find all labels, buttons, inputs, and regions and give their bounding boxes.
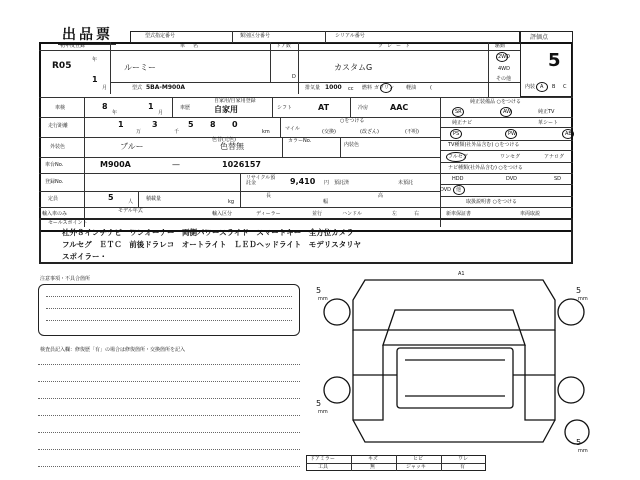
inspector-label: 検査員記入欄：修復歴「有」の場合は修復箇所・交換箇所を記入 — [40, 347, 186, 353]
import-model-year: モデル年式 — [118, 208, 143, 214]
inspector-line — [38, 415, 300, 416]
legend-tools-none: 無 — [370, 464, 376, 470]
inspector-line — [38, 449, 300, 450]
legend-col — [441, 455, 442, 471]
load-label: 積載量 — [146, 196, 162, 202]
interior-label: 内装 — [525, 84, 536, 90]
car-name-label: 車名 — [180, 43, 207, 49]
caution-box — [38, 284, 300, 336]
car-roof — [383, 310, 525, 345]
grade-label: グレード — [378, 43, 415, 49]
chassis-label: 車台No. — [45, 162, 64, 168]
fuel-light: 軽油 — [406, 85, 417, 91]
size-height: 高 — [378, 193, 384, 199]
drive-label: 駆動 — [495, 43, 506, 49]
caution-line — [46, 296, 292, 297]
first-reg-year: R05 — [52, 61, 72, 71]
inspection-year: 8 — [102, 102, 108, 111]
score-value: 5 — [548, 50, 561, 71]
row-line — [440, 140, 573, 141]
capacity-value: 5 — [108, 193, 114, 202]
usage-top-label: 自家用/自家用登録 — [214, 98, 256, 104]
recycle-unpaid: 未預託 — [398, 180, 414, 186]
drive-other: その他 — [496, 76, 512, 82]
navi-mem: 他 — [456, 187, 462, 193]
legend-mirror: ドアミラー — [310, 456, 335, 462]
diagram-top-label: A1 — [458, 271, 465, 277]
fuel-gas: ガソリン — [374, 85, 395, 91]
equip-pw: PW — [508, 131, 516, 137]
row-line — [440, 150, 573, 151]
docs-warranty: 新車保証書 — [446, 211, 472, 217]
size-length: 長 — [266, 193, 272, 199]
ac-label: 冷房 — [358, 105, 369, 111]
first-reg-label: 初年度登録 — [60, 43, 86, 49]
row-line — [440, 207, 573, 208]
displacement-label: 排気量 — [305, 85, 321, 91]
serial-number-label: シリアル番号 — [335, 33, 365, 39]
tread-rl: 5 — [316, 399, 322, 408]
car-diagram — [305, 270, 605, 460]
displacement-unit: cc — [348, 86, 354, 92]
inspection-month: 1 — [148, 102, 154, 111]
tv-analog: アナログ — [544, 154, 565, 160]
meter-mile: マイル — [285, 126, 300, 132]
legend-scratch: キズ — [368, 456, 378, 462]
shift-label: シフト — [277, 105, 293, 111]
divider — [298, 82, 299, 94]
row-line — [39, 157, 440, 158]
wheel-front-left — [324, 299, 350, 325]
drive-2wd: 2WD — [498, 54, 510, 60]
divider — [110, 42, 111, 94]
import-parallel: 並行 — [312, 211, 323, 217]
import-left: 左 — [392, 211, 398, 217]
shift-value: AT — [318, 103, 330, 112]
interior-c: C — [563, 84, 567, 90]
mileage-digit-4: 8 — [210, 120, 216, 129]
legend-tools: 工具 — [318, 464, 329, 470]
equip-leather: 革シート — [538, 120, 559, 126]
meter-exchange: (交換) — [322, 129, 336, 135]
row-line — [440, 196, 573, 197]
mileage-digit-1: 1 — [118, 120, 124, 129]
recycle-status: 預託済 — [334, 180, 350, 186]
car-body-center — [397, 348, 513, 408]
load-unit: kg — [228, 199, 235, 205]
recycle-label: リサイクル預託金 — [246, 175, 276, 186]
capacity-label: 定員 — [48, 196, 59, 202]
spare-wheel — [565, 420, 589, 444]
row-line — [39, 207, 440, 208]
spec-number-label: 型式指定番号 — [145, 33, 176, 39]
equip-ps: PS — [453, 131, 460, 137]
score-label: 評価点 — [530, 34, 549, 41]
inspection-year-unit: 年 — [112, 110, 118, 116]
import-label: 輸入車のみ — [42, 211, 68, 217]
size-width: 幅 — [323, 199, 329, 205]
usage-label: 車歴 — [180, 105, 191, 111]
meter-label: ○をつける — [340, 118, 365, 124]
recycle-value: 9,410 — [290, 177, 316, 186]
legend-jack: ジャッキ — [406, 464, 426, 470]
capacity-unit: 人 — [128, 199, 134, 205]
equipment-title: 純正装備品 ○をつける — [470, 99, 521, 105]
mileage-digit-2: 3 — [152, 120, 158, 129]
meter-tampered: (改ざん) — [360, 129, 379, 135]
original-color-label: 色替(元色) — [212, 137, 236, 143]
row-line — [110, 82, 520, 83]
mileage-unit: km — [262, 129, 270, 135]
divider — [298, 42, 299, 82]
selling-point-line-2: フルセグ ＥＴＣ 前後ドラレコ オートライト ＬＥＤヘッドライト モデリスタリヤ — [62, 240, 361, 249]
inspector-line — [38, 432, 300, 433]
registration-label: 登録No. — [45, 179, 64, 185]
doors-value: D — [292, 74, 296, 80]
navi-dvd: DVD — [506, 176, 518, 182]
import-handle-label: ハンドル — [342, 211, 363, 217]
recycle-unit: 円 — [324, 180, 330, 186]
divider — [325, 31, 326, 43]
divider — [138, 191, 139, 207]
row-line — [39, 50, 520, 51]
color-no-label: カラーNo. — [288, 138, 312, 144]
row-line — [440, 117, 573, 118]
displacement-value: 1000 — [325, 84, 342, 91]
model-label: 型式 — [132, 85, 143, 91]
row-line — [39, 97, 573, 98]
inspection-month-unit: 月 — [158, 110, 164, 116]
divider — [280, 117, 281, 137]
ac-value: AAC — [390, 103, 409, 112]
equip-sr: SR — [455, 109, 462, 115]
grade-value: カスタムG — [334, 63, 373, 72]
row-line — [440, 162, 573, 163]
inspector-line — [38, 466, 300, 467]
docs-title: 取扱説明書 ○をつける — [466, 199, 517, 205]
divider — [282, 137, 283, 157]
navi-hdd: HDD — [452, 176, 464, 182]
selling-points-frame — [39, 218, 573, 264]
selling-points-label: セールスポイント — [48, 220, 88, 226]
inner-color-label: 内装色 — [344, 142, 360, 148]
tread-fl-unit: mm — [318, 296, 328, 302]
equip-ab: AB — [565, 131, 572, 137]
tread-rl-unit: mm — [318, 409, 328, 415]
tread-fl: 5 — [316, 286, 322, 295]
import-type-label: 輸入区分 — [212, 211, 233, 217]
tread-rr-unit: mm — [578, 448, 588, 454]
first-reg-year-unit: 年 — [92, 57, 98, 63]
first-reg-month-unit: 月 — [102, 85, 108, 91]
inspector-line — [38, 381, 300, 382]
page-title: 出品票 — [62, 27, 113, 43]
row-line — [440, 173, 573, 174]
mileage-digit-5: 0 — [232, 120, 238, 129]
tread-rr: 5 — [576, 438, 582, 447]
equip-navi: 純正ナビ — [452, 120, 473, 126]
docs-manual: 車両取説 — [520, 211, 541, 217]
legend-col — [351, 455, 352, 471]
outer-color-value: ブルー — [120, 142, 144, 151]
selling-point-line-1: 社外８インチナビ ワンオーナー 両側パワースライド スマートキー 全方位カメラ — [62, 228, 354, 237]
equip-tv: 純正TV — [538, 109, 555, 115]
tv-one-seg: ワンセグ — [500, 154, 521, 160]
tread-fr: 5 — [576, 286, 582, 295]
interior-a: A — [540, 84, 544, 90]
import-dealer: ディーラー — [256, 211, 281, 217]
chassis-number: 1026157 — [222, 160, 261, 169]
mileage-unit-sen: 千 — [174, 129, 180, 135]
caution-line — [46, 308, 292, 309]
meter-unknown: (不明) — [405, 129, 419, 135]
divider — [270, 42, 271, 82]
mileage-label: 走行距離 — [48, 123, 69, 129]
original-color-value: 色替無 — [220, 142, 244, 151]
navi-type-title: ナビ種類(社外品含む) ○をつける — [448, 165, 523, 171]
outer-color-label: 外装色 — [50, 144, 66, 150]
navi-sd: SD — [554, 176, 562, 182]
car-rear-outline — [353, 420, 555, 442]
divider — [232, 31, 233, 43]
model-value: 5BA-M900A — [146, 84, 186, 91]
divider — [272, 97, 273, 117]
doors-label: ドア数 — [276, 43, 291, 49]
wheel-rear-right — [558, 377, 584, 403]
tv-full-seg: フルセグ — [448, 154, 468, 160]
wheel-rear-left — [324, 377, 350, 403]
caution-label: 注意事項・不具合箇所 — [40, 276, 91, 282]
divider — [240, 173, 241, 191]
fuel-other: ( — [430, 85, 432, 91]
car-name-value: ルーミー — [124, 63, 156, 72]
legend-crack: ヒビ — [413, 456, 424, 462]
divider — [350, 97, 351, 117]
usage-value: 自家用 — [214, 105, 238, 114]
first-reg-month: 1 — [92, 75, 98, 84]
inspector-line — [38, 398, 300, 399]
tread-fr-unit: mm — [578, 296, 588, 302]
row-line — [440, 127, 573, 128]
mileage-digit-3: 5 — [188, 120, 194, 129]
equip-aw: AW — [503, 109, 512, 115]
legend-col — [396, 455, 397, 471]
chassis-dash: — — [172, 160, 180, 169]
divider — [172, 97, 173, 117]
wheel-front-right — [558, 299, 584, 325]
legend-jack-yes: 有 — [460, 464, 466, 470]
car-front-outline — [353, 280, 555, 330]
row-line — [39, 117, 440, 118]
fuel-label: 燃料 — [362, 85, 373, 91]
divider — [340, 137, 341, 157]
inspector-line — [38, 364, 300, 365]
chassis-model: M900A — [100, 160, 131, 169]
divider — [488, 42, 489, 97]
legend-break: ワレ — [458, 456, 469, 462]
drive-4wd: 4WD — [498, 66, 510, 72]
selling-point-line-3: スポイラー・ — [62, 252, 107, 261]
caution-line — [46, 320, 292, 321]
mileage-unit-man: 万 — [136, 129, 142, 135]
row-line — [39, 137, 440, 138]
interior-b: B — [552, 84, 556, 90]
import-right: 右 — [414, 211, 420, 217]
class-number-label: 類別区分番号 — [240, 33, 271, 39]
navi-dvd-cd: DVD — [440, 187, 452, 193]
tv-type-title: TV種類(社外品含む) ○をつける — [448, 142, 520, 148]
divider — [240, 191, 241, 207]
inspection-label: 車検 — [55, 105, 66, 111]
